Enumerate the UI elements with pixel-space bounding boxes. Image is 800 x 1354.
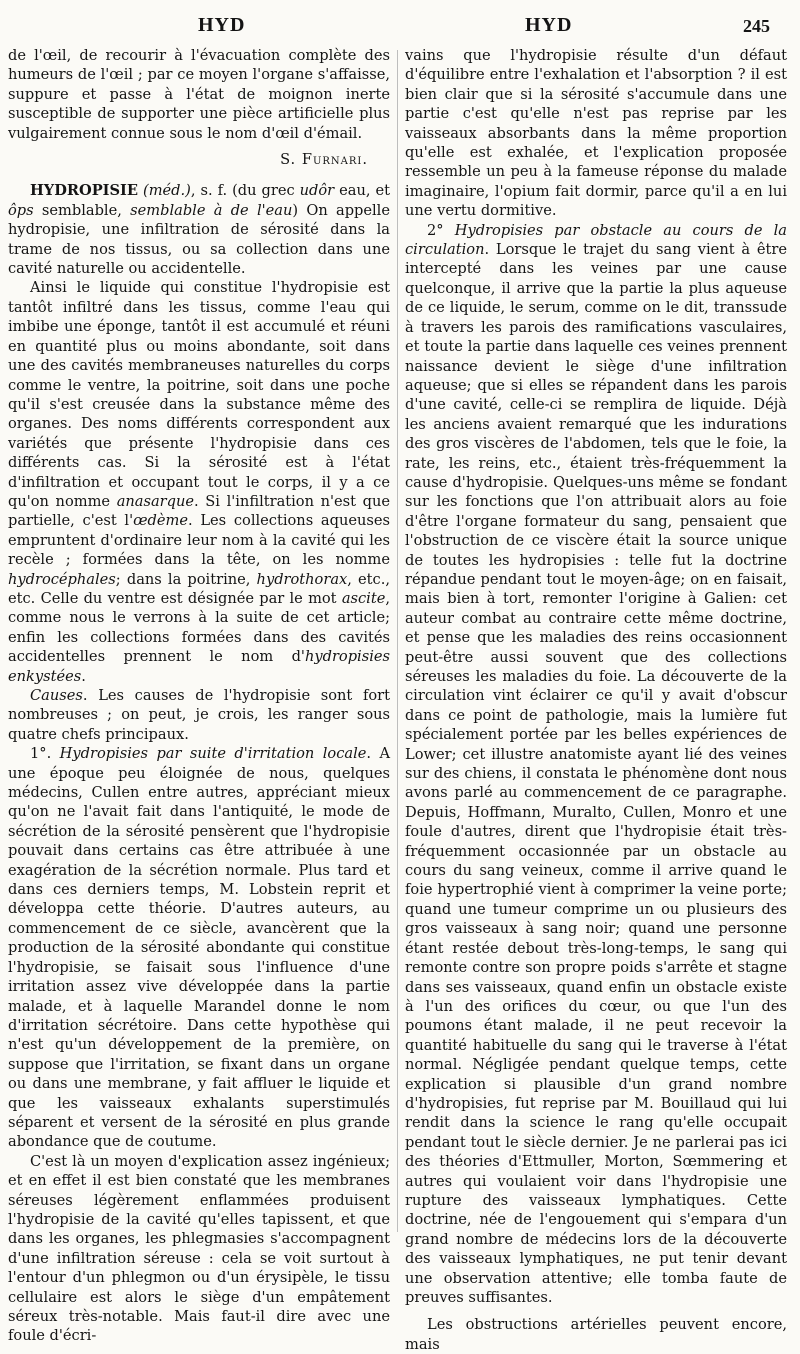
entry-gram: , s. f. (du grec <box>190 182 300 200</box>
left-column <box>8 46 390 1346</box>
term-ascite: ascite <box>341 589 386 607</box>
section-title-obstacle: Hydropisies par obstacle au cours de la circulation <box>405 221 787 259</box>
entry-mid-1: eau, et <box>334 182 391 200</box>
right-column <box>405 46 787 1354</box>
greek-word-1: udôr <box>299 182 335 200</box>
page-number: 245 <box>743 16 770 36</box>
term-oedeme: œdème <box>133 512 188 530</box>
entry-term: HYDROPISIE <box>30 182 138 200</box>
term-hydrothorax: hydrothorax <box>256 570 348 588</box>
continued-paragraph: de l'œil, de recourir à l'évacuation complète des humeurs de l'œil ; par ce moyen l'organe s'affaisse, suppure et passe à l'état de moignon inerte susceptible de supporter une pièce artificielle plus vulgairement connue sous le nom d'œil d'émail. <box>8 47 390 142</box>
term-anasarque: anasarque <box>116 492 195 510</box>
entry-domain: (méd.) <box>143 182 191 200</box>
entry-definition <box>8 181 390 278</box>
paragraph-obstacle: 2° Hydropisies par obstacle au cours de la circulation. Lorsque le trajet du sang vient à être intercepté dans les veines par une cause quelconque, il arrive que la partie la plus aqueuse de ce liquide, le serum, comme on le dit, transsude à travers les parois des ramifications vasculaires, et toute la partie dans laquelle ces veines prennent naissance devient le siège d'une infiltration aqueuse; que si elles se répandent dans les parois d'une cavité, celle-ci se remplira de liquide. Déjà les anciens avaient remarqué que les indurations des gros viscères de l'abdomen, tels que le foie, la rate, les reins, etc., étaient très-fréquemment la cause d'hydropisie. Quelques-uns même se fondant sur les fonctions que l'on attribuait alors au foie d'être l'organe formateur du sang, pensaient que l'obstruction de ce viscère était la source unique de toutes les hydropisies : telle fut la doctrine répandue pendant tout le moyen-âge; on en faisait, mais bien à tort, remonter l'origine à Galien: cet auteur combat au contraire cette même doctrine, et pense que les maladies des reins occasionnent peut-être aussi souvent que des collections séreuses les maladies du foie. La découverte de la circulation vint éclairer ce qu'il y avait d'obscur dans ce point de pathologie, mais la lumière fut spécialement portée par les belles expériences de Lower; cet illustre anatomiste ayant lié des veines sur des chiens, il constata le phénomène dont nous avons parlé au commencement de ce paragraphe. Depuis, Hoffmann, Muralto, Cullen, Monro et une foule d'autres, dirent que l'hydropisie était très-fréquemment occasionnée par un obstacle au cours du sang veineux, comme il arrive quand le foie hypertrophié vient à comprimer la veine porte; quand une tumeur comprime un ou plusieurs des gros vaisseaux à sang noir; quand une personne étant restée debout très-long-temps, le sang qui remonte contre son propre poids s'arrête et stagne dans ses vaisseaux, quand enfin un obstacle existe à l'un des orifices du cœur, ou que l'un des poumons étant malade, il ne peut recevoir la quantité habituelle du sang qui le traverse à l'état normal. Négligée pendant quelque temps, cette explication si plausible d'un grand nombre d'hydropisies, fut reprise par M. Bouillaud qui lui rendit dans la science le rang qu'elle occupait pendant tout le siècle dernier. Je ne parlerai pas ici des théories d'Ettmuller, Morton, Sœmmering et autres qui voulaient voir dans l'hydropisie une rupture des vaisseaux lymphatiques. Cette doctrine, née de l'engouement qui s'empara d'un grand nombre de médecins lors de la découverte des vaisseaux lymphatiques, ne put tenir devant une observation attentive; elle tomba faute de preuves suffisantes. <box>405 221 787 1306</box>
running-head-right: HYD <box>525 14 573 36</box>
running-head-left: HYD <box>198 14 246 36</box>
paragraph-explication: C'est là un moyen d'explication assez ingénieux; et en effet il est bien constaté que les membranes séreuses légèrement enflammées produisent l'hydropisie de la cavité qu'elles tapissent, et que dans les organes, les phlegmasies s'accompagnent d'une infiltration séreuse : cela se voit surtout à l'entour d'un phlegmon ou d'un érysipèle, le tissu cellulaire est alors le siège d'un empâtement séreux très-notable. Mais faut-il dire avec une foule d'écri- <box>8 1152 390 1345</box>
author-signature: S. Furnari. <box>280 151 368 169</box>
section-title-irritation: Hydropisies par suite d'irritation locale <box>59 745 367 763</box>
term-hydrocephales: hydrocéphales <box>8 570 116 588</box>
paragraph-irritation: 1°. Hydropisies par suite d'irritation locale. A une époque peu éloignée de nous, quelques médecins, Cullen entre autres, appréciant mieux qu'on ne l'avait fait dans l'antiquité, le mode de sécrétion de la sérosité pensèrent que l'hydropisie pouvait dans certains cas être attribuée à une exagération de la sécrétion normale. Plus tard et dans ces derniers temps, M. Lobstein reprit et développa cette théorie. D'autres auteurs, au commencement de ce siècle, avancèrent que la production de la sérosité abondante qui constitue l'hydropisie, se faisait sous l'influence d'une irritation assez vive développée dans la partie malade, et à laquelle Marandel donne le nom d'irritation sécrétoire. Dans cette hypothèse qui n'est qu'un développement de la première, on suppose que l'irritation, se fixant dans un organe ou dans une membrane, y fait affluer le liquide et que les vaisseaux exhalants superstimulés séparent et versent de la sérosité en plus grande abondance que de coutume. <box>8 745 390 1151</box>
paragraph-causes: Causes. Les causes de l'hydropisie sont fort nombreuses ; on peut, je crois, les ranger sous quatre chefs principaux. <box>8 687 390 743</box>
greek-word-2: ôps <box>8 201 34 219</box>
paragraph-varieties: Ainsi le liquide qui constitue l'hydropisie est tantôt infiltré dans les tissus, comme l'eau qui imbibe une éponge, tantôt il est accumulé et réuni en quantité plus ou moins abondante, soit dans une des cavités membraneuses naturelles du corps comme le ventre, la poitrine, soit dans une poche qu'il s'est creusée dans la substance même des organes. Des noms différents correspondent aux variétés que présente l'hydropisie dans ces différents cas. Si la sérosité est à l'état d'infiltration et occupant tout le corps, il y a ce qu'on nomme anasarque. Si l'infiltration n'est que partielle, c'est l'œdème. Les collections aqueuses empruntent d'ordinaire leur nom à la cavité qui les recèle ; formées dans la tête, on les nomme hydrocéphales; dans la poitrine, hydrothorax, etc., etc. Celle du ventre est désignée par le mot ascite, comme nous le verrons à la suite de cet article; enfin les collections formées dans des cavités accidentelles prennent le nom d'hydropisies enkystées. <box>8 279 391 685</box>
causes-label: Causes <box>30 687 83 704</box>
entry-rest: ) On appelle hydropisie, une infiltration de sérosité dans la trame de nos tissus, ou sa collection dans une cavité naturelle ou accidentelle. <box>8 201 390 278</box>
paragraph-arterial: Les obstructions artérielles peuvent encore, mais <box>405 1316 787 1353</box>
column-divider <box>397 50 398 1232</box>
entry-gloss: semblable à de l'eau <box>130 201 293 219</box>
page-header <box>0 14 800 44</box>
term-enkystees: hydropisies enkystées <box>8 648 390 685</box>
continued-paragraph-right: vains que l'hydropisie résulte d'un défaut d'équilibre entre l'exhalation et l'absorption ? il est bien clair que si la sérosité s'accumule dans une partie c'est qu'elle n'est pas reprise par les vaisseaux absorbants dans la même proportion qu'elle est exhalée, et l'explication proposée ressemble un peu à la fameuse réponse du malade imaginaire, l'opium fait dormir, parce qu'il a en lui une vertu dormitive. <box>405 47 787 220</box>
entry-mid-2: semblable, <box>33 201 131 219</box>
